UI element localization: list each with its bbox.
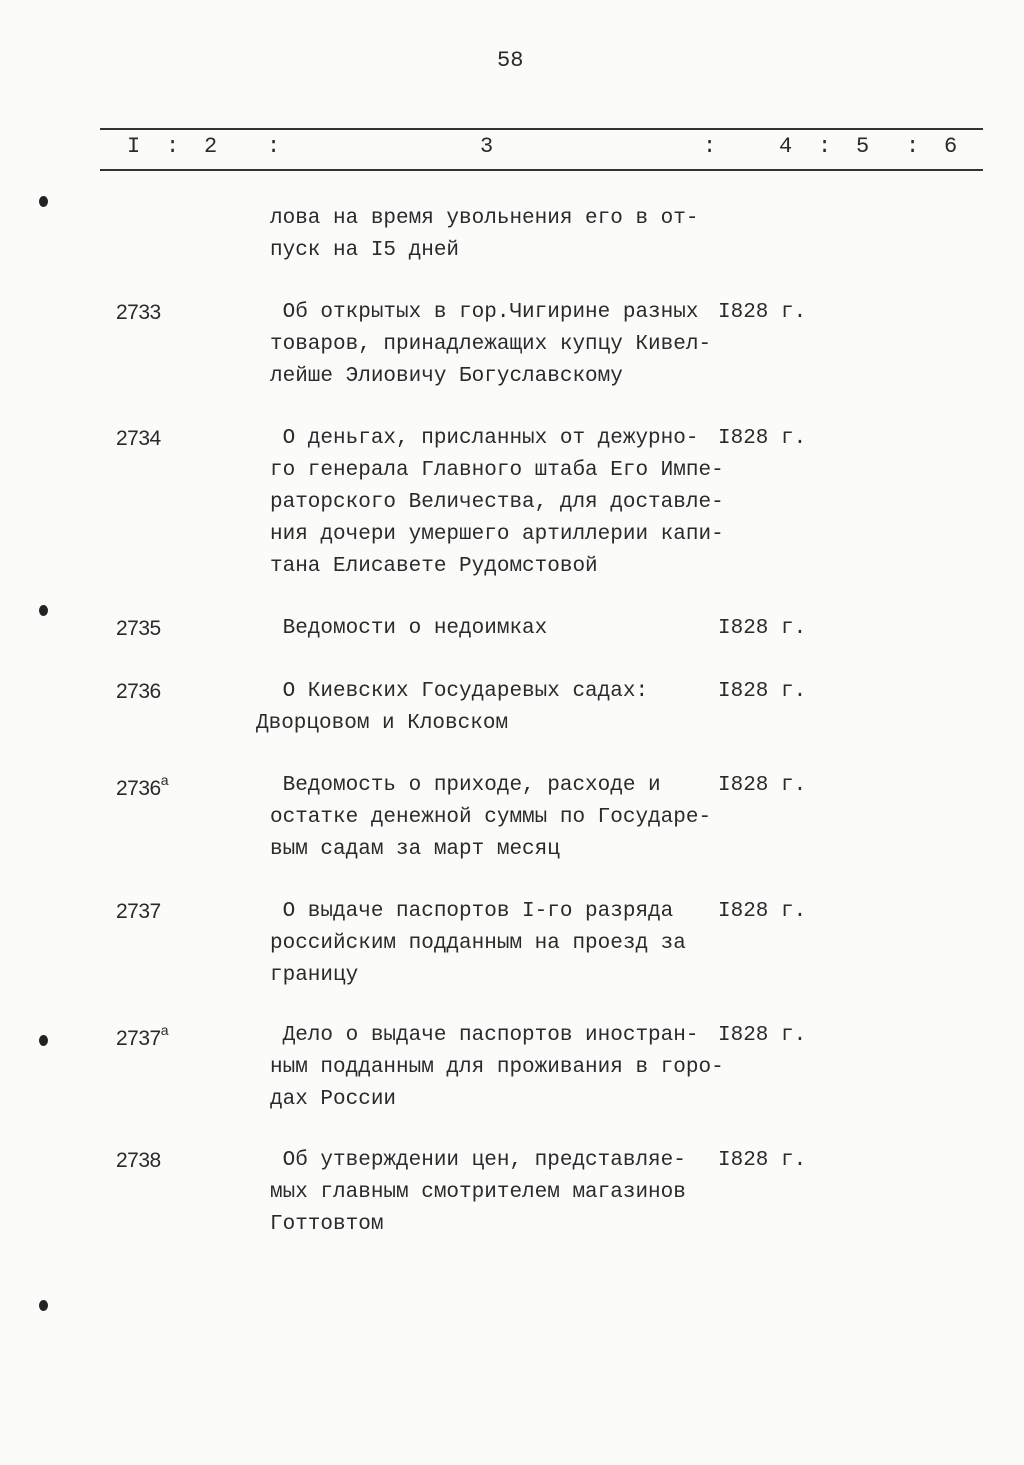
- entry-number-value: 2734: [116, 427, 161, 450]
- entry-description: [270, 423, 730, 583]
- entry-date: I828 г.: [718, 900, 807, 923]
- entry-number-value: 2738: [116, 1149, 161, 1172]
- entry-description: [270, 1145, 730, 1241]
- text-line: вым садам за март месяц: [270, 838, 560, 861]
- text-line: ным подданным для проживания в горо-: [270, 1056, 724, 1079]
- column-separator: :: [267, 134, 281, 159]
- column-header-2: 2: [204, 134, 218, 159]
- text-line: Об утверждении цен, представляе-: [270, 1149, 686, 1172]
- column-separator: :: [906, 134, 920, 159]
- text-line: го генерала Главного штаба Его Импе-: [270, 459, 724, 482]
- entry-number-value: 2735: [116, 617, 161, 640]
- entry-number-suffix: а: [160, 1022, 169, 1038]
- entry-date: I828 г.: [718, 1024, 807, 1047]
- text-line: Дворцовом и Кловском: [256, 712, 509, 735]
- entry-date: I828 г.: [718, 617, 807, 640]
- text-line: О выдаче паспортов I-го разряда: [270, 900, 674, 923]
- column-separator: :: [166, 134, 180, 159]
- entry-number-value: 2733: [116, 301, 161, 324]
- text-line: Ведомость о приходе, расходе и: [270, 774, 661, 797]
- entry-description: [270, 770, 730, 866]
- text-line: лейше Элиовичу Богуславскому: [270, 365, 623, 388]
- entry-number: [116, 427, 161, 451]
- punch-hole-mark: [39, 605, 48, 616]
- text-line: О Киевских Государевых садах:: [270, 680, 649, 703]
- entry-number: [116, 774, 168, 801]
- entry-number-value: 2737: [116, 1027, 161, 1050]
- text-line: границу: [270, 964, 359, 987]
- header-bottom-rule: [100, 169, 983, 171]
- text-line: О деньгах, присланных от дежурно-: [270, 427, 699, 450]
- entry-date: I828 г.: [718, 427, 807, 450]
- text-line: товаров, принадлежащих купцу Кивел-: [270, 333, 712, 356]
- text-line: раторского Величества, для доставле-: [270, 491, 724, 514]
- text-line: Ведомости о недоимках: [270, 617, 548, 640]
- entry-number-suffix: а: [160, 772, 169, 788]
- text-line: Готтовтом: [270, 1213, 384, 1236]
- entry-number: [116, 1024, 168, 1051]
- page-number: 58: [497, 48, 524, 73]
- entry-date: I828 г.: [718, 1149, 807, 1172]
- column-header-6: 6: [944, 134, 958, 159]
- punch-hole-mark: [39, 1300, 48, 1311]
- entry-number: [116, 900, 161, 924]
- entry-date: I828 г.: [718, 680, 807, 703]
- text-line: тана Елисавете Рудомстовой: [270, 555, 598, 578]
- entry-number-value: 2736: [116, 680, 161, 703]
- column-separator: :: [703, 134, 717, 159]
- text-line: ния дочери умершего артиллерии капи-: [270, 523, 724, 546]
- text-line: остатке денежной суммы по Государе-: [270, 806, 712, 829]
- text-line: Об открытых в гор.Чигирине разных: [270, 301, 699, 324]
- text-line: мых главным смотрителем магазинов: [270, 1181, 686, 1204]
- entry-number: [116, 617, 161, 641]
- text-line: пуск на I5 дней: [270, 239, 460, 262]
- text-line: дах России: [270, 1088, 397, 1111]
- column-header-5: 5: [856, 134, 870, 159]
- entry-date: I828 г.: [718, 301, 807, 324]
- entry-number: [116, 1149, 161, 1173]
- entry-description: [270, 1020, 730, 1116]
- entry-number: [116, 680, 161, 704]
- column-separator: :: [818, 134, 832, 159]
- punch-hole-mark: [39, 1035, 48, 1046]
- column-header-1: I: [127, 134, 141, 159]
- entry-description: [270, 896, 730, 992]
- entry-description: [270, 297, 730, 393]
- entry-number: [116, 301, 161, 325]
- entry-description: [270, 613, 730, 645]
- text-line: лова на время увольнения его в от-: [270, 207, 699, 230]
- header-top-rule: [100, 128, 983, 130]
- punch-hole-mark: [39, 196, 48, 207]
- entry-date: I828 г.: [718, 774, 807, 797]
- column-header-4: 4: [779, 134, 793, 159]
- entry-number-value: 2737: [116, 900, 161, 923]
- entry-number-value: 2736: [116, 777, 161, 800]
- text-line: российским подданным на проезд за: [270, 932, 686, 955]
- entry-description: [256, 676, 716, 740]
- text-line: Дело о выдаче паспортов иностран-: [270, 1024, 699, 1047]
- column-header-3: 3: [480, 134, 494, 159]
- continuation-text: [270, 203, 730, 267]
